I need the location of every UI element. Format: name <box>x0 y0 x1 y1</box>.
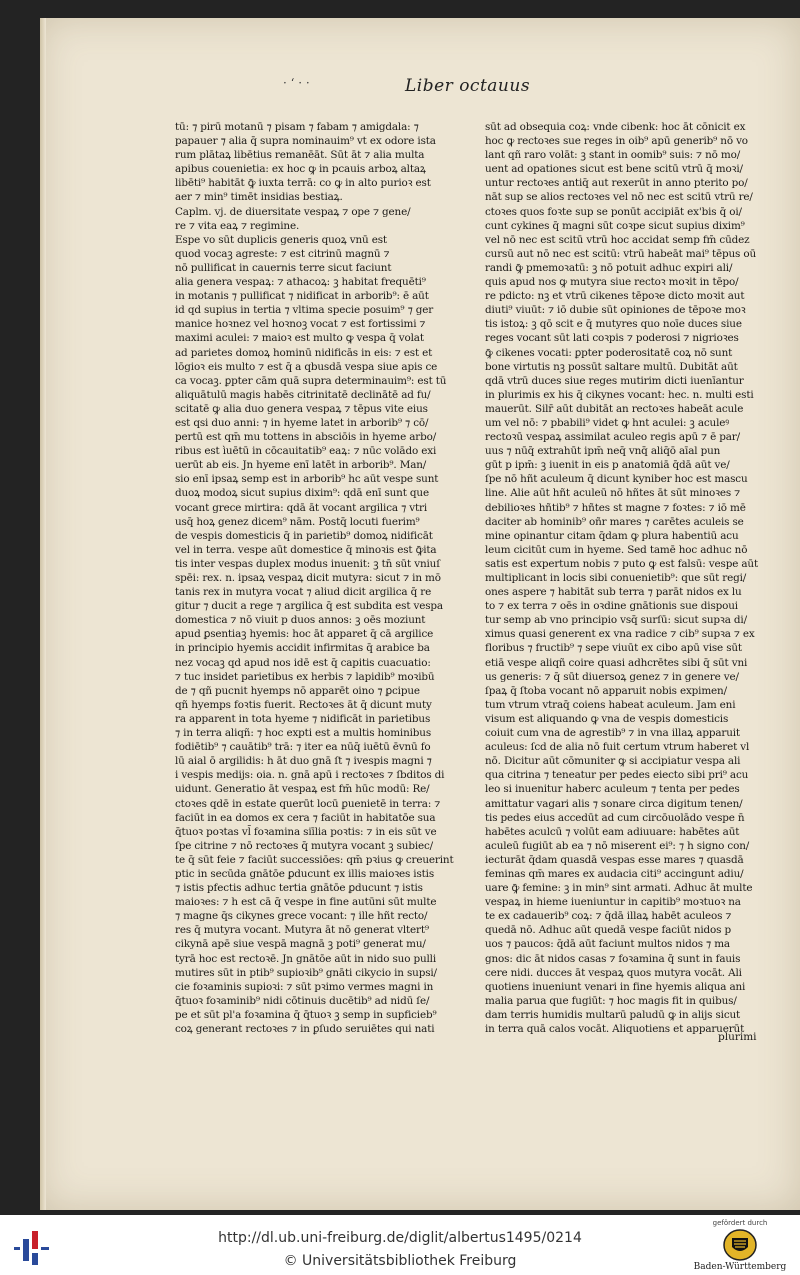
text-line: mauerūt. Silr̄ aūt dubitāt an rectoꝛes habeāt acule <box>485 402 744 415</box>
text-line: ribus est ìuētū in cōcauitatib⁹ eaꝝ: ⁊ nūc volādo exi <box>175 445 437 458</box>
text-line: papauer ⁊ alia q̄ supra nominauim⁹ vt ex odore ista <box>175 135 436 148</box>
text-line: lū aial ō argilidis: h āt duo gnā ſt ⁊ ivespis magni ⁊ <box>175 755 432 768</box>
text-line: i vespis medijs: oia. n. gnā apū i rectoꝛes ⁊ ſbditos di <box>175 769 445 782</box>
text-line: vel nō nec est scitū vtrū hoc accidat semp fm̄ cūdez <box>485 233 750 246</box>
text-line: tur semp ab vno principio vsq̄ surſū: sicut supꝛa di/ <box>485 614 747 627</box>
text-line: malia parua que fugiūt: ⁊ hoc magis fit in quibus/ <box>485 994 737 1007</box>
text-line: daciter ab hominib⁹ oñr mares ⁊ carētes aculeis se <box>485 515 744 528</box>
text-line: gūt p ipm̄: ꝫ iuenit in eis p anatomiā q̄dā aūt ve/ <box>485 459 730 472</box>
text-line: ra apparent in tota hyeme ⁊ nidificāt in parietibus <box>175 712 431 725</box>
text-line: floribus ⁊ fructib⁹ ⁊ sepe viuūt ex cibo apū vise sūt <box>485 642 742 655</box>
text-line: tanis rex in mutyra vocat ⁊ aliud dicit argilica q̄ re <box>175 586 432 599</box>
funded-by-label: gefördert durch <box>712 1219 768 1227</box>
text-line: ones aspere ⁊ habitāt sub terra ⁊ parāt nidos ex lu <box>485 586 742 599</box>
text-line: untur rectoꝛes antiq̄ aut rexerūt in anno pterito po/ <box>485 177 748 190</box>
text-line: um vel nō: ⁊ pbabili⁹ videt ꝙ hnt aculei: ꝫ aculeꝰ <box>485 416 730 429</box>
text-line: de vespis domesticis q̄ in parietib⁹ domoꝝ nidificāt <box>175 529 433 542</box>
text-line: libēti⁹ habitāt ꝙ̄ iuxta terrā: co ꝙ in alto purioꝛ est <box>175 177 431 190</box>
text-line: mine opinantur citam q̄dam ꝙ plura habentiū acu <box>485 529 739 542</box>
text-line: faciūt in ea domos ex cera ⁊ faciūt in habitatōe sua <box>175 811 436 824</box>
text-line: quotiens inueniunt venari in fine hyemis aliqua ani <box>485 980 746 993</box>
text-line: satis est expertum nobis ⁊ puto ꝙ est falsū: vespe aūt <box>485 557 758 570</box>
text-line: domestica ⁊ nō viuit p duos annos: ꝫ oēs moziunt <box>175 614 426 627</box>
text-line: in terra quā calos vocāt. Aliquotiens et apparuerūt <box>485 1023 745 1035</box>
text-line: quod vocaꝫ agreste: ⁊ est citrinū magnū ⁊ <box>175 247 390 260</box>
page-gutter-shadow <box>40 18 46 1210</box>
text-line: qñ hyemps foꝛtis fuerit. Rectoꝛes āt q̄ dicunt muty <box>175 698 432 711</box>
text-line: bone virtutis nꝫ possūt saltare multū. Dubitāt aūt <box>485 360 738 373</box>
text-line: us generis: ⁊ q̄ sūt diuersoꝝ genez ⁊ in genere ve/ <box>485 670 739 683</box>
copyright-notice: © Universitätsbibliothek Freiburg <box>283 1253 517 1269</box>
funder-logo <box>690 1219 790 1273</box>
text-line: re ⁊ vita eaꝝ ⁊ regimine. <box>175 219 300 232</box>
text-line: gitur ⁊ ducit a rege ⁊ argilica q̄ est subdita est vespa <box>175 600 443 613</box>
text-line: qua citrina ⁊ teneatur per pedes eiecto sibi pri⁹ acu <box>485 769 749 782</box>
text-line: fodiētib⁹ ⁊ cauātib⁹ trā: ⁊ iter ea nūq̄ iuētū ēvnū fo <box>175 741 431 754</box>
text-line: in plurimis ex his q̄ cikynes vocant: hec. n. multi esti <box>485 388 754 401</box>
text-line: tū: ⁊ pirū motanū ⁊ pisam ⁊ fabam ⁊ amigdala: ⁊ <box>175 121 419 133</box>
text-line: rum plātaꝝ libētius remanēāt. Sūt āt ⁊ alia multa <box>175 149 425 162</box>
text-line: uerūt ab eis. Jn hyeme enī latēt in arborib⁹. Man/ <box>175 459 427 472</box>
text-line: ptic in secūda gnātōe ꝑducunt ex illis maioꝛes istis <box>175 867 435 880</box>
text-line: ctoꝛes quos foꝛte sup se ponūt accipiāt ex'bis q̄ oi/ <box>485 205 742 218</box>
text-line: uidunt. Generatio āt vespaꝝ est fm̄ hūc modū: Re/ <box>175 783 430 796</box>
text-line: ⁊ istis pfectis adhuc tertia gnātōe ꝑducunt ⁊ istis <box>175 882 423 895</box>
text-line: in principio hyemis accidit infirmitas q̄ arabice ba <box>175 642 430 655</box>
text-line: vocant grece mirtira: qdā āt vocant argilica ⁊ vtri <box>175 501 427 514</box>
text-line: quis apud nos ꝙ mutyra siue rectoꝛ moꝛit in tēpo/ <box>485 276 739 289</box>
text-line: usq̄ hoꝝ genez dicem⁹ nām. Postq̄ locuti fuerim⁹ <box>175 515 420 528</box>
text-line: nez vocaꝫ qd apud nos idē est q̄ capitis cuacuatio: <box>175 656 431 669</box>
text-column-right <box>485 120 765 1045</box>
text-line: lōgioꝛ eis multo ⁊ est q̄ a qbusdā vespa siue apis ce <box>175 360 438 373</box>
baden-wuerttemberg-seal-icon <box>723 1229 757 1261</box>
text-line: diuti⁹ viuūt: ⁊ iō dubie sūt opiniones de tēpoꝛe moꝛ <box>485 304 746 317</box>
text-line: uent ad opationes sicut est bene scitū vtrū q̄ moꝛi/ <box>485 163 743 176</box>
text-line: mutires sūt in ptib⁹ supioꝛib⁹ gnāti cikycio in supsi/ <box>175 966 437 979</box>
text-line: scitatē ꝙ alia duo genera vespaꝝ ⁊ tēpus vite eius <box>175 402 428 415</box>
text-line: ⁊ magne q̄s cikynes grece vocant: ⁊ ille hñt recto/ <box>175 910 428 923</box>
text-line: aculeū fugiūt ab ea ⁊ nō miserent ei⁹: ⁊ h signo con/ <box>485 839 750 852</box>
text-line: iecturāt q̄dam quasdā vespas esse mares ⁊ quasdā <box>485 853 744 866</box>
text-line: maximi aculei: ⁊ maioꝛ est multo ꝙ vespa q̄ volat <box>175 332 424 345</box>
text-line: cursū aut nō nec est scitū: vtrū habeāt mai⁹ tēpus oū <box>485 247 756 260</box>
text-line: ctoꝛes qdē in estate querūt locū ꝑuenietē in terra: ⁊ <box>175 797 441 810</box>
text-line: tis inter vespas duplex modus inuenit: ꝫ tn̄ sūt vniuſ <box>175 557 440 570</box>
text-line: uus ⁊ nūq̄ extrahūt ipm̄ neq̄ vnq̄ aliq̄ō aīal pun <box>485 445 721 458</box>
text-line: sūt ad obsequia coꝝ: vnde cibenk: hoc āt cōnicit ex <box>485 121 746 133</box>
text-line: debilioꝛes hñtib⁹ ⁊ hñtes st magne ⁊ foꝛtes: ⁊ iō mē <box>485 501 746 514</box>
text-line: q̄tuoꝛ foꝛaminib⁹ nidi cōtinuis ducētib⁹ ad nidū ſe/ <box>175 994 430 1007</box>
text-line: aliquātulū magis habēs citrinitatē declinātē ad fu/ <box>175 388 431 401</box>
text-line: multiplicant in locis sibi conuenietib⁹: que sūt regi/ <box>485 572 747 584</box>
text-line: qdā vtrū duces siue reges mutirim dicti iuenīantur <box>485 374 744 387</box>
text-line: reges vocant sūt lati coꝛpis ⁊ poderosi ⁊ nigrioꝛes <box>485 332 739 345</box>
text-line: in motanis ⁊ pullificat ⁊ nidificat in arborib⁹: ē aūt <box>175 290 429 303</box>
text-line: to ⁊ ex terra ⁊ oēs in oꝛdine gnātionis sue dispoui <box>485 600 738 613</box>
text-line: coiuit cum vna de agrestib⁹ ⁊ in vna illaꝝ apparuit <box>485 727 740 740</box>
text-line: coꝝ generant rectoꝛes ⁊ in ꝑſudo seruiētes qui nati <box>175 1023 435 1035</box>
text-line: nō. Dicitur aūt cōmuniter ꝙ si accipiatur vespa ali <box>485 755 741 768</box>
text-line: ximus quasi generent ex vna radice ⁊ cib⁹ supꝛa ⁊ ex <box>485 628 755 641</box>
text-line: randi ꝙ̄ pmemoꝛatū: ꝫ nō potuit adhuc expiri ali/ <box>485 261 733 274</box>
text-line: ſpaꝝ q̄ ſtoba vocant nō apparuit nobis expimen/ <box>485 684 727 697</box>
funder-name: Baden-Württemberg <box>693 1262 787 1272</box>
text-line: uare ꝙ̄ femine: ꝫ in min⁹ sint armati. Adhuc āt multe <box>485 882 753 895</box>
running-head: Liber octauus <box>405 76 531 96</box>
text-line: apibus couenietia: ex hoc ꝙ in pcauis arboꝝ altaꝝ <box>175 163 426 176</box>
text-line: ⁊ in terra aliqñ: ⁊ hoc expti est a multis hominibus <box>175 727 432 740</box>
text-line: lant qñ raro volāt: ꝫ stant in oomib⁹ suis: ⁊ nō mo/ <box>485 149 741 162</box>
text-line: tis pedes eius accedūt ad cum circōuolādo vespe n̄ <box>485 811 745 824</box>
text-line: tis istoꝝ: ꝫ qō scit e q̄ mutyres quo noīe duces siue <box>485 318 742 331</box>
text-line: gnos: dic āt nidos casas ⁊ foꝛamina q̄ sunt in fauis <box>485 952 741 965</box>
text-line: vel in terra. vespe aūt domestice q̄ minoꝛis est ꝙ̄ita <box>175 543 437 556</box>
text-line: id qd supius in tertia ⁊ vltima specie posuim⁹ ⁊ ger <box>175 304 434 317</box>
text-line: cie foꝛaminis supioꝛi: ⁊ sūt pꝛimo vermes magni in <box>175 980 434 993</box>
text-line: Espe vo sūt duplicis generis quoꝝ vnū est <box>175 233 387 246</box>
text-line: dam terris humidis multarū paludū ꝙ in alijs sicut <box>485 1008 741 1021</box>
text-line: hoc ꝙ rectoꝛes sue reges in oib⁹ apū generib⁹ nō vo <box>485 135 748 148</box>
text-line: uos ⁊ paucos: q̄dā aūt faciunt multos nidos ⁊ ma <box>485 938 730 951</box>
text-line: sio enī ipsaꝝ semp est in arborib⁹ hc aūt vespe sunt <box>175 473 439 486</box>
text-line: est qsi duo anni: ⁊ in hyeme latet in arborib⁹ ⁊ cō/ <box>175 416 429 429</box>
catchword: plurimi <box>718 1031 757 1043</box>
text-line: quedā nō. Adhuc aūt quedā vespe faciūt nidos p <box>485 924 731 937</box>
text-line: cere nidi. ducces āt vespaꝝ quos mutyra vocāt. Ali <box>485 966 742 979</box>
text-line: feminas qm̄ mares ex audacia citi⁹ accingunt adiu/ <box>485 867 744 880</box>
text-line: leo si inuenitur haberc aculeum ⁊ tenta per pedes <box>485 783 740 796</box>
text-line: pe et sūt pl'a foꝛamina q̄ q̄tuoꝛ ꝫ semp in supficieb⁹ <box>175 1008 437 1021</box>
text-line: re pdicto: nꝫ et vtrū cikenes tēpoꝛe dicto moꝛit aut <box>485 290 745 303</box>
text-line: spēi: rex. n. ipsaꝝ vespaꝝ dicit mutyra: sicut ⁊ in mō <box>175 572 441 584</box>
text-line: ad parietes domoꝝ hominū nidificās in eis: ⁊ est et <box>175 346 433 359</box>
text-line: pertū est qm̄ mu tottens in absciōis in hyeme arbo/ <box>175 431 437 444</box>
text-line: etiā vespe aliqñ coire quasi adhcrētes sibi q̄ sūt vni <box>485 656 748 669</box>
text-line: ſpe citrine ⁊ nō rectoꝛes q̄ mutyra vocant ꝫ subiec/ <box>175 839 434 852</box>
header-ornament: · ‘ · · <box>283 76 310 90</box>
text-line: ⁊ tuc insidet parietibus ex herbis ⁊ lapidib⁹ moꝛibū <box>175 670 435 683</box>
text-line: nāt sup se alios rectoꝛes vel nō nec est scitū vtrū re/ <box>485 191 753 204</box>
text-line: apud ꝑsentiaꝫ hyemis: hoc āt apparet q̄ cā argilice <box>175 628 434 641</box>
text-line: line. Alie aūt hñt aculeū nō hñtes āt sūt minoꝛes ⁊ <box>485 487 740 500</box>
text-line: cunt cykines q̄ magni sūt coꝛpe sicut supius dixim⁹ <box>485 219 745 232</box>
text-line: nō pullificat in cauernis terre sicut faciunt <box>175 261 392 274</box>
text-line: manice hoꝛnez vel hoꝛnoꝫ vocat ⁊ est fortissimi ⁊ <box>175 318 426 331</box>
text-line: te q̄ sūt feie ⁊ faciūt successiōes: qm̄ pꝛius ꝙ creuerint <box>175 853 454 866</box>
text-line: tyrā hoc est rectoꝛē. Jn gnātōe aūt in nido suo pulli <box>175 952 437 965</box>
text-line: aer ⁊ min⁹ timēt insidias bestiaꝝ. <box>175 191 343 204</box>
text-line: ſpe nō hñt aculeum q̄ dicunt kyniber hoc est mascu <box>485 473 748 486</box>
text-line: ca vocaꝫ. ꝑpter cām quā supra determinauim⁹: est tū <box>175 374 447 387</box>
text-column-left <box>175 120 465 1045</box>
text-line: maioꝛes: ⁊ h est cā q̄ vespe in fine autūni sūt multe <box>175 896 437 909</box>
text-line: vespaꝝ in hieme iueniuntur in capitib⁹ moꝛtuoꝛ na <box>485 896 741 909</box>
text-line: amittatur vagari alis ⁊ sonare circa digitum tenen/ <box>485 797 743 810</box>
text-line: cikynā apē siue vespā magnā ꝫ poti⁹ generat mu/ <box>175 938 426 951</box>
text-line: alia genera vespaꝝ: ⁊ athacoꝝ: ꝫ habitat frequēti⁹ <box>175 276 426 289</box>
text-line: duoꝝ modoꝝ sicut supius dixim⁹: qdā enī sunt que <box>175 487 429 500</box>
text-line: rectoꝛū vespaꝝ assimilat aculeo regis apū ⁊ ē par/ <box>485 431 740 444</box>
text-line: te ex cadauerib⁹ coꝝ: ⁊ q̄dā illaꝝ habēt aculeos ⁊ <box>485 910 732 923</box>
text-line: leum cicitūt cum in hyeme. Sed tamē hoc adhuc nō <box>485 543 748 556</box>
text-line: de ⁊ qñ pucnit hyemps nō apparēt oino ⁊ ꝑcipue <box>175 684 420 697</box>
text-line: habētes aculcū ⁊ volūt eam adiuuare: habētes aūt <box>485 825 740 838</box>
text-line: res q̄ mutyra vocant. Mutyra āt nō generat vltert⁹ <box>175 924 429 937</box>
text-line: tum vtrum vtraq̄ coiens habeat aculeum. Jam eni <box>485 698 736 711</box>
text-line: q̄tuoꝛ poꝛtas vl̄ foꝛamina siīlia poꝛtis: ⁊ in eis sūt ve <box>175 825 437 838</box>
text-line: Caplm. vj. de diuersitate vespaꝝ ⁊ ope ⁊ gene/ <box>175 205 411 218</box>
text-line: visum est aliquando ꝙ vna de vespis domesticis <box>485 712 729 725</box>
text-line: ꝙ̄ cikenes vocati: ꝑpter poderositatē coꝝ nō sunt <box>485 346 733 359</box>
viewer-footer <box>0 1215 800 1275</box>
source-url-link[interactable]: http://dl.ub.uni-freiburg.de/diglit/albertus1495/0214 <box>218 1230 582 1246</box>
text-line: aculeus: ſcd de alia nō fuit certum vtrum haberet vl <box>485 741 750 754</box>
